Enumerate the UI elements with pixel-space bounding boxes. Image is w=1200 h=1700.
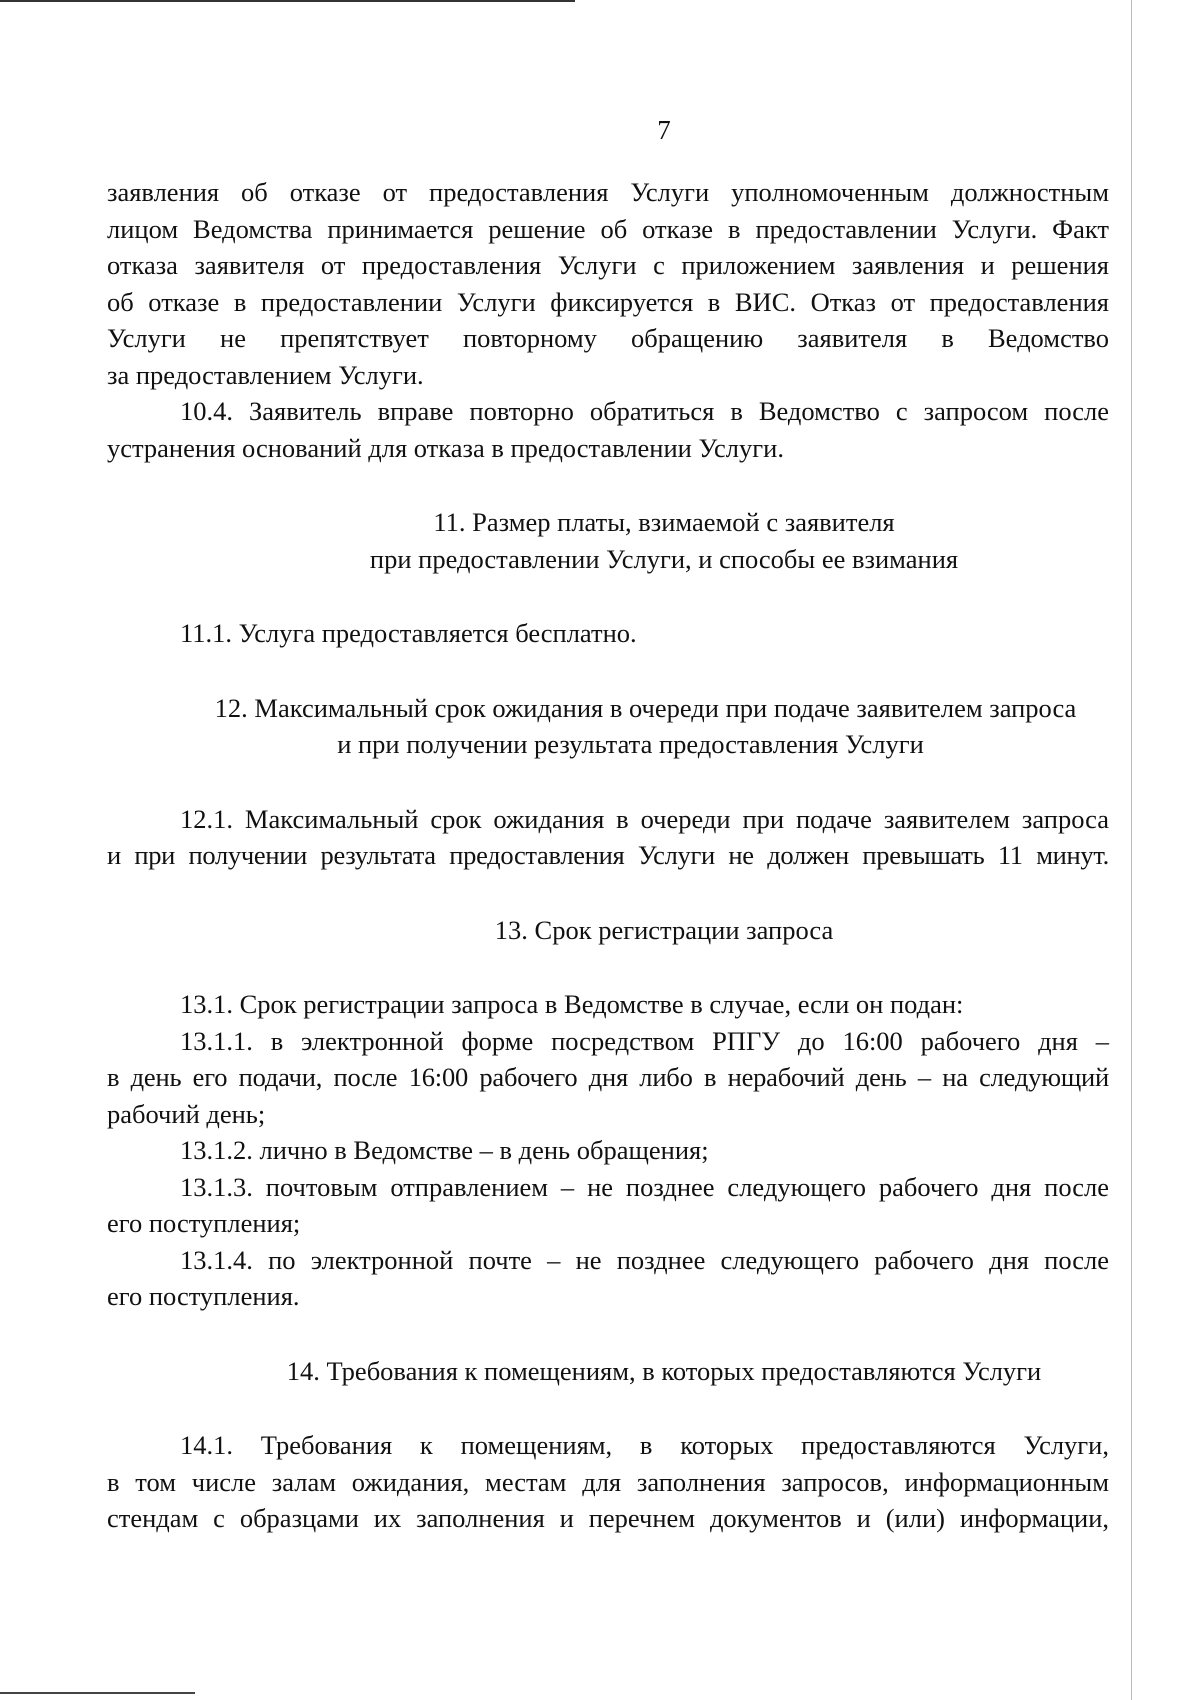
text-line: устранения оснований для отказа в предоставлении Услуги. xyxy=(107,432,784,463)
paragraph-12-1 xyxy=(107,801,1109,874)
heading-line: при предоставлении Услуги, и способы ее взимания xyxy=(369,543,959,574)
text-line: Услуги не препятствует повторному обращению заявителя в Ведомство xyxy=(107,323,1109,353)
text-line: стендам с образцами их заполнения и перечнем документов и (или) информации, xyxy=(107,1503,1109,1533)
scan-edge-top xyxy=(0,0,575,2)
text-line: его поступления. xyxy=(107,1281,300,1311)
text-line: в том числе залам ожидания, местам для заполнения запросов, информационным xyxy=(107,1466,1109,1497)
scan-edge-right xyxy=(1131,0,1132,1700)
text-line: его поступления; xyxy=(107,1208,301,1238)
paragraph-13-1-1 xyxy=(107,1023,1109,1133)
section-heading-12 xyxy=(182,690,1109,763)
page-number: 7 xyxy=(657,115,671,145)
text-line: за предоставлением Услуги. xyxy=(107,359,424,390)
document-page xyxy=(107,112,1109,1537)
paragraph-10-4 xyxy=(107,393,1109,466)
text-line: в день его подачи, после 16:00 рабочего дня либо в нерабочий день – на следующий xyxy=(107,1062,1109,1092)
paragraph-13-1: 13.1. Срок регистрации запроса в Ведомстве в случае, если он подан: xyxy=(180,989,964,1019)
text-line: отказа заявителя от предоставления Услуги с приложением заявления и решения xyxy=(107,250,1109,280)
paragraph-13-1-2: 13.1.2. лично в Ведомстве – в день обращения; xyxy=(180,1135,709,1165)
section-heading-11 xyxy=(219,504,1109,577)
section-heading-14: 14. Требования к помещениям, в которых предоставляются Услуги xyxy=(286,1355,1042,1386)
paragraph-14-1 xyxy=(107,1427,1109,1537)
text-line: 14.1. Требования к помещениям, в которых предоставляются Услуги, xyxy=(180,1430,1109,1460)
text-line: об отказе в предоставлении Услуги фиксируется в ВИС. Отказ от предоставления xyxy=(107,286,1109,317)
text-line: 12.1. Максимальный срок ожидания в очереди при подаче заявителем запроса xyxy=(180,803,1109,834)
text-line: лицом Ведомства принимается решение об отказе в предоставлении Услуги. Факт xyxy=(107,213,1109,244)
heading-line: и при получении результата предоставления Услуги xyxy=(337,729,924,759)
heading-line: 12. Максимальный срок ожидания в очереди при подаче заявителем запроса xyxy=(214,692,1077,723)
text-line: 13.1.4. по электронной почте – не позднее следующего рабочего дня после xyxy=(180,1244,1109,1275)
text-line: заявления об отказе от предоставления Услуги уполномоченным должностным xyxy=(107,177,1109,207)
text-line: 13.1.3. почтовым отправлением – не позднее следующего рабочего дня после xyxy=(180,1171,1109,1202)
paragraph-intro xyxy=(107,174,1109,393)
text-line: и при получении результата предоставления Услуги не должен превышать 11 минут. xyxy=(107,840,1109,870)
text-line: 13.1.1. в электронной форме посредством РПГУ до 16:00 рабочего дня – xyxy=(180,1025,1109,1056)
paragraph-13-1-3 xyxy=(107,1169,1109,1242)
heading-line: 11. Размер платы, взимаемой с заявителя xyxy=(433,507,895,537)
text-line: 10.4. Заявитель вправе повторно обратиться в Ведомство с запросом после xyxy=(180,396,1109,426)
paragraph-13-1-4 xyxy=(107,1242,1109,1315)
paragraph-11-1: 11.1. Услуга предоставляется бесплатно. xyxy=(180,618,637,648)
text-line: рабочий день; xyxy=(107,1098,266,1129)
section-heading-13: 13. Срок регистрации запроса xyxy=(494,914,834,945)
scan-edge-bottom xyxy=(0,1692,195,1694)
